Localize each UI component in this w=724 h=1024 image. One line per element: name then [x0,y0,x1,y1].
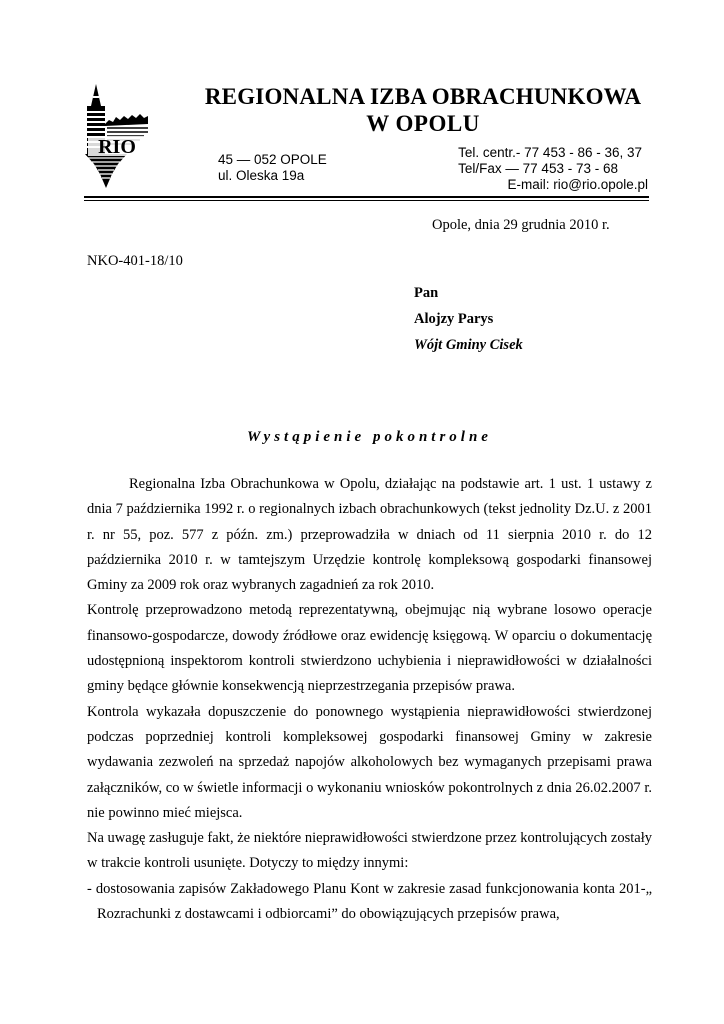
recipient-title: Wójt Gminy Cisek [414,337,523,353]
phone-fax: Tel/Fax — 77 453 - 73 - 68 [458,161,618,176]
phone-central: Tel. centr.- 77 453 - 86 - 36, 37 [458,145,642,160]
body-paragraph-3: Kontrola wykazała dopuszczenie do ponownego wystąpienia nieprawidłowości stwierdzonej podczas poprzedniej kontroli kompleksowej gospodarki finansowej Gminy w zakresie wydawania zezwoleń na sprzedaż napojów alkoholowych bez wymaganych przepisami prawa załączników, co w świetle informacji o wykonaniu wniosków pokontrolnych z dnia 26.02.2007 r. nie powinno mieć miejsca. [87,703,652,821]
svg-text:RIO: RIO [98,136,136,158]
body-bullet-1: - dostosowania zapisów Zakładowego Planu Kont w zakresie zasad funkcjonowania konta 201-„ Rozrachunki z dostawcami i odbiorcami” do obowiązujących przepisów prawa, [87,880,652,923]
org-name-line1: REGIONALNA IZBA OBRACHUNKOWA [204,84,642,109]
letter-date: Opole, dnia 29 grudnia 2010 r. [432,217,610,233]
recipient-salutation: Pan [414,285,439,301]
header-rule-thin [84,200,649,201]
letter-body [87,472,652,927]
letter-subject: Wystąpienie pokontrolne [247,429,492,445]
header-rule-thick [84,196,649,198]
org-name-line2: W OPOLU [366,111,480,136]
recipient-name: Alojzy Parys [414,311,494,327]
email-address: E-mail: rio@rio.opole.pl [507,177,648,192]
rio-logo [82,84,152,188]
body-paragraph-2: Kontrolę przeprowadzono metodą reprezentatywną, obejmując nią wybrane losowo operacje finansowo-gospodarcze, dowody źródłowe oraz ewidencję księgową. W oparciu o dokumentację udostępnioną inspektorom kontroli stwierdzono uchybienia i nieprawidłowości w działalności gminy będące głównie konsekwencją nieprzestrzegania przepisów prawa. [87,602,652,695]
body-paragraph-1: Regionalna Izba Obrachunkowa w Opolu, działając na podstawie art. 1 ust. 1 ustawy z dnia 7 października 1992 r. o regionalnych izbach obrachunkowych (tekst jednolity Dz.U. z 2001 r. nr 55, poz. 577 z późn. zm.) przeprowadziła w dniach od 11 sierpnia 2010 r. do 12 października 2010 r. w tamtejszym Urzędzie kontrolę kompleksową gospodarki finansowej Gminy za 2009 rok oraz wybranych zagadnień za rok 2010. [87,476,652,594]
body-paragraph-4: Na uwagę zasługuje fakt, że niektóre nieprawidłowości stwierdzone przez kontrolujących zostały w trakcie kontroli usunięte. Dotyczy to między innymi: [87,830,652,872]
address-postal: 45 — 052 OPOLE [218,152,327,167]
address-street: ul. Oleska 19a [218,168,305,183]
reference-number: NKO-401-18/10 [87,253,183,269]
